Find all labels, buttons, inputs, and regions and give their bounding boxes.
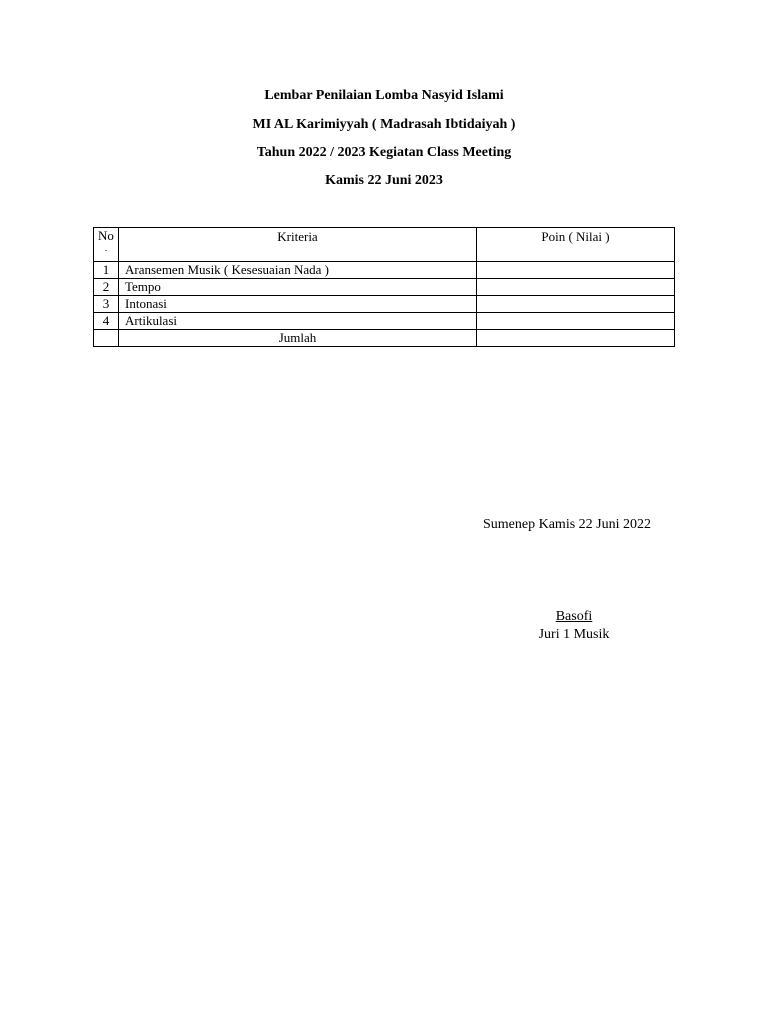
row-points-cell[interactable]: [477, 313, 675, 330]
signature-role: Juri 1 Musik: [538, 627, 610, 642]
document-title: Lembar Penilaian Lomba Nasyid Islami: [264, 88, 504, 103]
row-points-cell[interactable]: [477, 262, 675, 279]
table-row: [94, 296, 675, 313]
signature-name: [474, 608, 674, 626]
column-header-no: [94, 228, 119, 262]
row-criteria: Aransemen Musik ( Kesesuaian Nada ): [119, 262, 477, 279]
row-number: 1: [94, 262, 119, 279]
row-criteria: Intonasi: [119, 296, 477, 313]
signature-place-date: Sumenep Kamis 22 Juni 2022: [483, 517, 651, 532]
table-row: [94, 262, 675, 279]
row-number: 4: [94, 313, 119, 330]
event-line: Tahun 2022 / 2023 Kegiatan Class Meeting: [256, 145, 512, 160]
column-header-points: Poin ( Nilai ): [477, 228, 675, 262]
row-criteria: Artikulasi: [119, 313, 477, 330]
column-header-no-dot: .: [104, 243, 108, 253]
total-label: Jumlah: [119, 330, 477, 347]
column-header-criteria: Kriteria: [119, 228, 477, 262]
row-criteria: Tempo: [119, 279, 477, 296]
table-header-row: [94, 228, 675, 262]
total-points-cell[interactable]: [477, 330, 675, 347]
column-header-no-label: No: [98, 228, 114, 243]
event-date: Kamis 22 Juni 2023: [325, 173, 443, 188]
scoring-table: [93, 227, 675, 347]
school-name: MI AL Karimiyyah ( Madrasah Ibtidaiyah ): [252, 117, 516, 132]
table-row: [94, 279, 675, 296]
total-row-number-cell: [94, 330, 119, 347]
row-points-cell[interactable]: [477, 279, 675, 296]
table-row: [94, 313, 675, 330]
signature-name-text: Basofi: [555, 609, 593, 624]
table-total-row: [94, 330, 675, 347]
row-number: 2: [94, 279, 119, 296]
row-number: 3: [94, 296, 119, 313]
row-points-cell[interactable]: [477, 296, 675, 313]
